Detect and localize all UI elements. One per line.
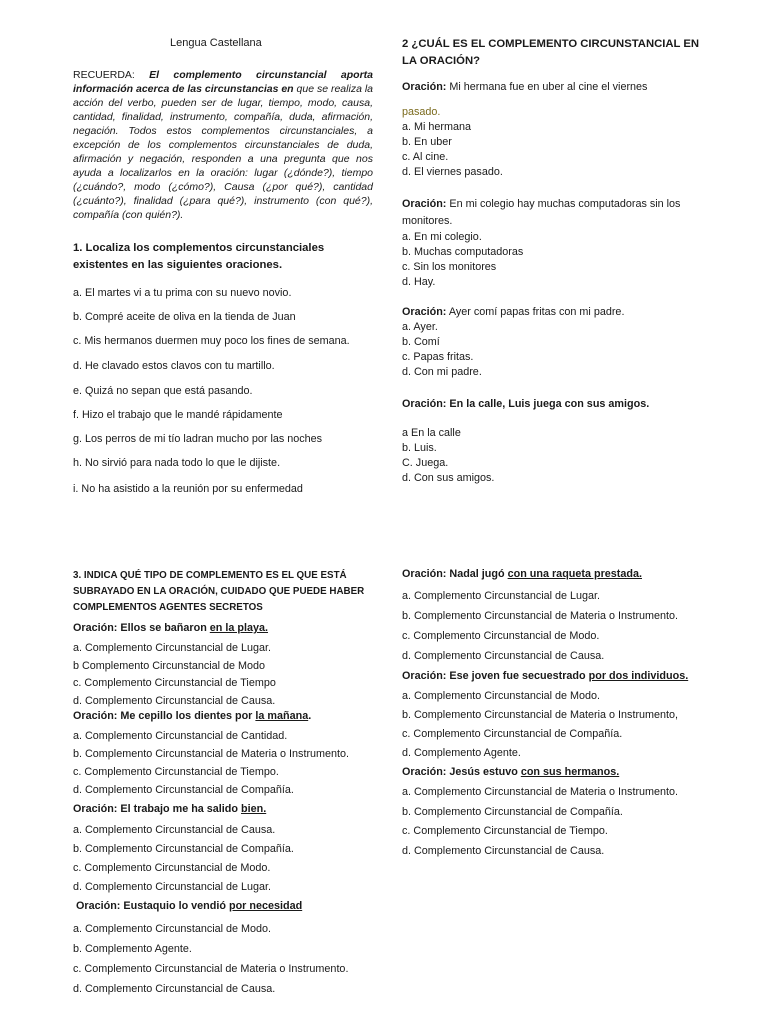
oracion-sentence-cont: pasado. bbox=[402, 106, 441, 118]
option: a. Complemento Circunstancial de Cantidad. bbox=[73, 730, 288, 742]
s2-block-2 bbox=[402, 196, 702, 290]
s2-block-1 bbox=[402, 80, 742, 180]
option: b. En uber bbox=[402, 136, 452, 148]
oracion-label: Oración: El trabajo me ha salido bbox=[73, 803, 238, 815]
option: c. Complemento Circunstancial de Tiempo bbox=[73, 677, 276, 689]
list-item: f. Hizo el trabajo que le mandé rápidamente bbox=[73, 409, 283, 421]
underlined-target: por necesidad bbox=[228, 900, 303, 912]
option: b. Complemento Circunstancial de Materia o Instrumento. bbox=[73, 748, 350, 760]
oracion-label: Oración: Me cepillo los dientes por bbox=[73, 710, 253, 722]
option: a. Complemento Circunstancial de Modo. bbox=[402, 690, 601, 702]
option: d. Con mi padre. bbox=[402, 366, 482, 378]
option: c. Complemento Circunstancial de Tiempo. bbox=[73, 766, 279, 778]
list-item: g. Los perros de mi tío ladran mucho por las noches bbox=[73, 433, 323, 445]
section2-heading: 2 ¿CUÁL ES EL COMPLEMENTO CIRCUNSTANCIAL EN LA ORACIÓN? bbox=[402, 38, 700, 67]
option: a. Complemento Circunstancial de Modo. bbox=[73, 923, 272, 935]
option: a. Complemento Circunstancial de Lugar. bbox=[73, 642, 272, 654]
underlined-target: bien. bbox=[241, 803, 267, 815]
oracion-label: Oración: Ese joven fue secuestrado bbox=[402, 670, 586, 682]
option: b. Complemento Circunstancial de Compañía. bbox=[73, 843, 294, 855]
option: d. Complemento Circunstancial de Causa. bbox=[73, 983, 276, 995]
option: d. Hay. bbox=[402, 276, 436, 288]
list-item: d. He clavado estos clavos con tu martillo. bbox=[73, 360, 275, 372]
oracion-label: Oración: bbox=[402, 398, 447, 410]
option: d. Complemento Circunstancial de Compañía. bbox=[73, 784, 294, 796]
s3-left-4 bbox=[76, 898, 396, 914]
option: b Complemento Circunstancial de Modo bbox=[73, 659, 266, 672]
page-title: Lengua Castellana bbox=[170, 37, 262, 49]
option: c. Complemento Circunstancial de Compañía. bbox=[402, 728, 623, 740]
list-item: e. Quizá no sepan que está pasando. bbox=[73, 385, 253, 397]
option: a. Mi hermana bbox=[402, 121, 472, 133]
option: b. Luis. bbox=[402, 442, 437, 454]
oracion-label: Oración: bbox=[402, 81, 447, 93]
recuerda-label: RECUERDA: bbox=[73, 69, 135, 81]
s2-block-4 bbox=[402, 397, 742, 486]
s3-left-2 bbox=[73, 708, 393, 799]
option: d. Complemento Circunstancial de Causa. bbox=[402, 844, 605, 857]
option: c. Complemento Circunstancial de Tiempo. bbox=[402, 825, 608, 837]
option: a. En mi colegio. bbox=[402, 231, 482, 243]
option: a. Complemento Circunstancial de Causa. bbox=[73, 824, 276, 836]
oracion-tail: . bbox=[308, 710, 312, 722]
recuerda-paragraph bbox=[73, 68, 373, 222]
option: d. Complemento Circunstancial de Lugar. bbox=[73, 881, 272, 893]
option: c. Al cine. bbox=[402, 151, 449, 163]
option: c. Complemento Circunstancial de Modo. bbox=[402, 630, 600, 642]
s3-right-3 bbox=[402, 764, 742, 861]
oracion-sentence: En la calle, Luis juega con sus amigos. bbox=[449, 398, 650, 410]
option: C. Juega. bbox=[402, 457, 449, 469]
option: d. Complemento Circunstancial de Causa. bbox=[402, 650, 605, 662]
recuerda-intro: El complemento circunstancial aporta información acerca de las circunstancias en bbox=[73, 69, 374, 95]
option: d. Complemento Circunstancial de Causa. bbox=[73, 694, 276, 707]
list-item: h. No sirvió para nada todo lo que le dijiste. bbox=[73, 457, 281, 469]
option: d. Complemento Agente. bbox=[402, 747, 521, 759]
option: b. Complemento Agente. bbox=[73, 943, 192, 955]
list-item: a. El martes vi a tu prima con su nuevo novio. bbox=[73, 287, 292, 299]
underlined-target: la mañana bbox=[255, 710, 309, 722]
s3-left-4-options bbox=[73, 919, 393, 999]
option: d. Con sus amigos. bbox=[402, 472, 495, 484]
option: b. Comí bbox=[402, 336, 440, 348]
oracion-sentence: En mi colegio hay muchas computadoras sin los monitores. bbox=[402, 198, 681, 227]
option: b. Muchas computadoras bbox=[402, 246, 524, 258]
section3-heading: 3. INDICA QUÉ TIPO DE COMPLEMENTO ES EL QUE ESTÁ SUBRAYADO EN LA ORACIÓN, CUIDADO QUE PUEDE HABER COMPLEMENTOS AGENTES SECRETOS bbox=[73, 570, 365, 613]
option: a. Complemento Circunstancial de Materia o Instrumento. bbox=[402, 786, 679, 798]
option: c. Papas fritas. bbox=[402, 351, 474, 363]
option: a. Complemento Circunstancial de Lugar. bbox=[402, 590, 601, 602]
oracion-label: Oración: Eustaquio lo vendió bbox=[76, 900, 226, 912]
s3-left-3 bbox=[73, 801, 393, 897]
option: b. Complemento Circunstancial de Materia o Instrumento, bbox=[402, 709, 679, 721]
underlined-target: con una raqueta prestada. bbox=[507, 568, 642, 580]
list-item: i. No ha asistido a la reunión por su enfermedad bbox=[73, 483, 303, 495]
option: c. Complemento Circunstancial de Modo. bbox=[73, 862, 271, 874]
underlined-target: por dos individuos. bbox=[588, 670, 689, 682]
section1-heading: 1. Localiza los complementos circunstanciales existentes en las siguientes oraciones. bbox=[73, 242, 325, 271]
list-item: b. Compré aceite de oliva en la tienda de Juan bbox=[73, 311, 296, 323]
oracion-label: Oración: Nadal jugó bbox=[402, 568, 505, 580]
option: a En la calle bbox=[402, 427, 461, 439]
oracion-sentence: Ayer comí papas fritas con mi padre. bbox=[448, 306, 625, 318]
underlined-target: con sus hermanos. bbox=[520, 766, 620, 778]
option: c. Sin los monitores bbox=[402, 261, 497, 273]
s3-left-1 bbox=[73, 620, 393, 710]
underlined-target: en la playa. bbox=[209, 622, 269, 634]
option: c. Complemento Circunstancial de Materia o Instrumento. bbox=[73, 963, 349, 975]
recuerda-body: que se realiza la acción del verbo, pueden ser de lugar, tiempo, modo, causa, cantidad, finalidad, instrumento, compañía, duda, afirmación, negación. Todos estos complementos circunstanciales, a excepción de los complementos circunstanciales de duda, afirmación y negación, responden a una pregunta que nos ayuda a localizarlos en la oración: lugar (¿dónde?), tiempo (¿cuándo?, modo (¿cómo?), Causa (¿por qué?), cantidad (¿cuánto?), finalidad (¿para qué?), instrumento (con qué?), compañía (con quién?). bbox=[73, 83, 373, 221]
oracion-sentence: Mi hermana fue en uber al cine el viernes bbox=[449, 81, 648, 93]
s3-right-1 bbox=[402, 566, 742, 666]
option: b. Complemento Circunstancial de Compañía. bbox=[402, 805, 623, 818]
s3-right-2 bbox=[402, 668, 742, 763]
oracion-label: Oración: bbox=[402, 198, 447, 210]
option: b. Complemento Circunstancial de Materia o Instrumento. bbox=[402, 610, 679, 622]
oracion-label: Oración: Ellos se bañaron bbox=[73, 622, 207, 634]
list-item: c. Mis hermanos duermen muy poco los fines de semana. bbox=[73, 335, 350, 347]
oracion-label: Oración: Jesús estuvo bbox=[402, 766, 518, 778]
oracion-label: Oración: bbox=[402, 306, 447, 318]
option: a. Ayer. bbox=[402, 321, 438, 333]
option: d. El viernes pasado. bbox=[402, 166, 503, 178]
s2-block-3 bbox=[402, 305, 742, 380]
